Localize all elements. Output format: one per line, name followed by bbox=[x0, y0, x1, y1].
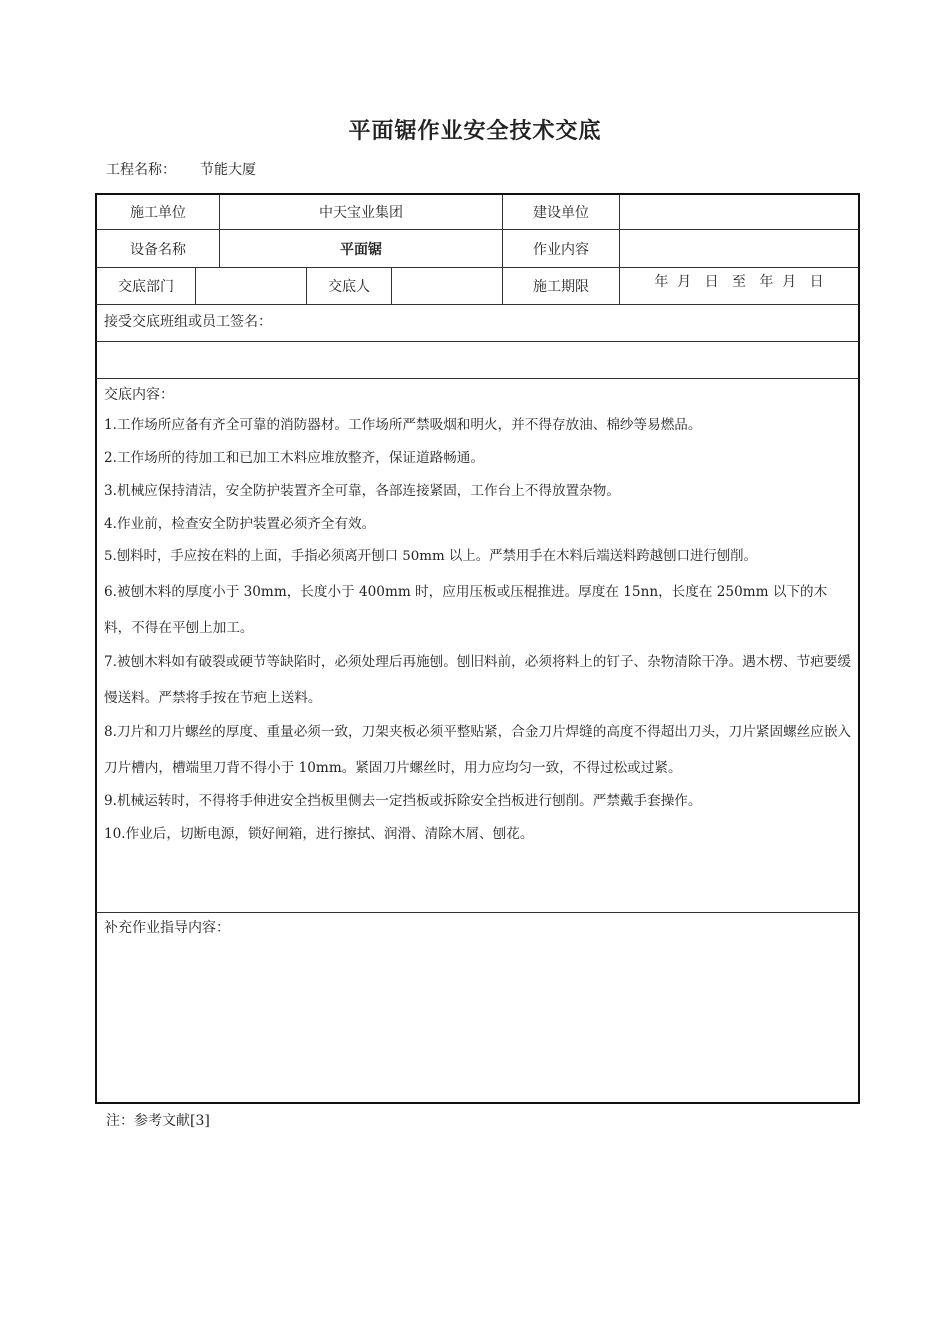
work-content-label: 作业内容 bbox=[533, 241, 589, 258]
signature-label: 接受交底班组或员工签名： bbox=[104, 313, 272, 330]
footnote: 注：参考文献[3] bbox=[106, 1113, 210, 1129]
table-rule bbox=[96, 912, 859, 913]
content-item-2: 2.工作场所的待加工和已加工木料应堆放整齐，保证道路畅通。 bbox=[104, 450, 484, 466]
content-item-3: 3.机械应保持清洁，安全防护装置齐全可靠，各部连接紧固，工作台上不得放置杂物。 bbox=[104, 483, 620, 499]
content-item-6: 6.被刨木料的厚度小于 30mm，长度小于 400mm 时，应用压板或压棍推进。厚度在 15nn，长度在 250mm 以下的木料，不得在平刨上加工。 bbox=[104, 584, 828, 636]
project-name-label: 工程名称： bbox=[106, 162, 176, 178]
supplement-label: 补充作业指导内容： bbox=[104, 920, 230, 936]
period-value: 年 月 日 至 年 月 日 bbox=[654, 274, 824, 290]
equipment-label: 设备名称 bbox=[130, 241, 186, 258]
content-item-7: 7.被刨木料如有破裂或硬节等缺陷时，必须处理后再施刨。刨旧料前，必须将料上的钉子、杂物清除干净。遇木楞、节疤要缓慢送料。严禁将手按在节疤上送料。 bbox=[104, 654, 852, 706]
content-item-8: 8.刀片和刀片螺丝的厚度、重量必须一致，刀架夹板必须平整贴紧，合金刀片焊缝的高度不得超出刀头，刀片紧固螺丝应嵌入刀片槽内，槽端里刀背不得小于 10mm。紧固刀片螺丝时，用力应均匀一致，不得过松或过紧。 bbox=[104, 724, 852, 776]
dept-label: 交底部门 bbox=[118, 279, 174, 295]
content-label: 交底内容： bbox=[104, 387, 174, 403]
construction-unit-label: 施工单位 bbox=[130, 205, 186, 221]
table-rule bbox=[96, 378, 859, 379]
period-label: 施工期限 bbox=[533, 279, 589, 295]
person-value bbox=[392, 268, 502, 304]
person-label: 交底人 bbox=[328, 279, 370, 295]
table-rule bbox=[96, 341, 859, 342]
project-name-line bbox=[106, 159, 256, 179]
content-item-10: 10.作业后，切断电源，锁好闸箱，进行擦拭、润滑、清除木屑、刨花。 bbox=[104, 826, 534, 842]
work-content-value bbox=[620, 230, 858, 267]
construction-unit-value: 中天宝业集团 bbox=[319, 205, 403, 221]
content-item-5: 5.刨料时，手应按在料的上面，手指必须离开刨口 50mm 以上。严禁用手在木料后端送料跨越刨口进行刨削。 bbox=[104, 549, 757, 564]
document-title: 平面锯作业安全技术交底 bbox=[348, 119, 602, 144]
owner-unit-value bbox=[620, 195, 858, 229]
dept-value bbox=[196, 268, 306, 304]
owner-unit-label: 建设单位 bbox=[533, 205, 589, 221]
content-item-4: 4.作业前，检查安全防护装置必须齐全有效。 bbox=[104, 516, 376, 532]
equipment-value: 平面锯 bbox=[340, 241, 382, 258]
content-item-9: 9.机械运转时，不得将手伸进安全挡板里侧去一定挡板或拆除安全挡板进行刨削。严禁戴手套操作。 bbox=[104, 793, 702, 809]
project-name-value: 节能大厦 bbox=[200, 162, 256, 178]
content-item-1: 1.工作场所应备有齐全可靠的消防器材。工作场所严禁吸烟和明火，并不得存放油、棉纱等易燃品。 bbox=[104, 417, 702, 433]
